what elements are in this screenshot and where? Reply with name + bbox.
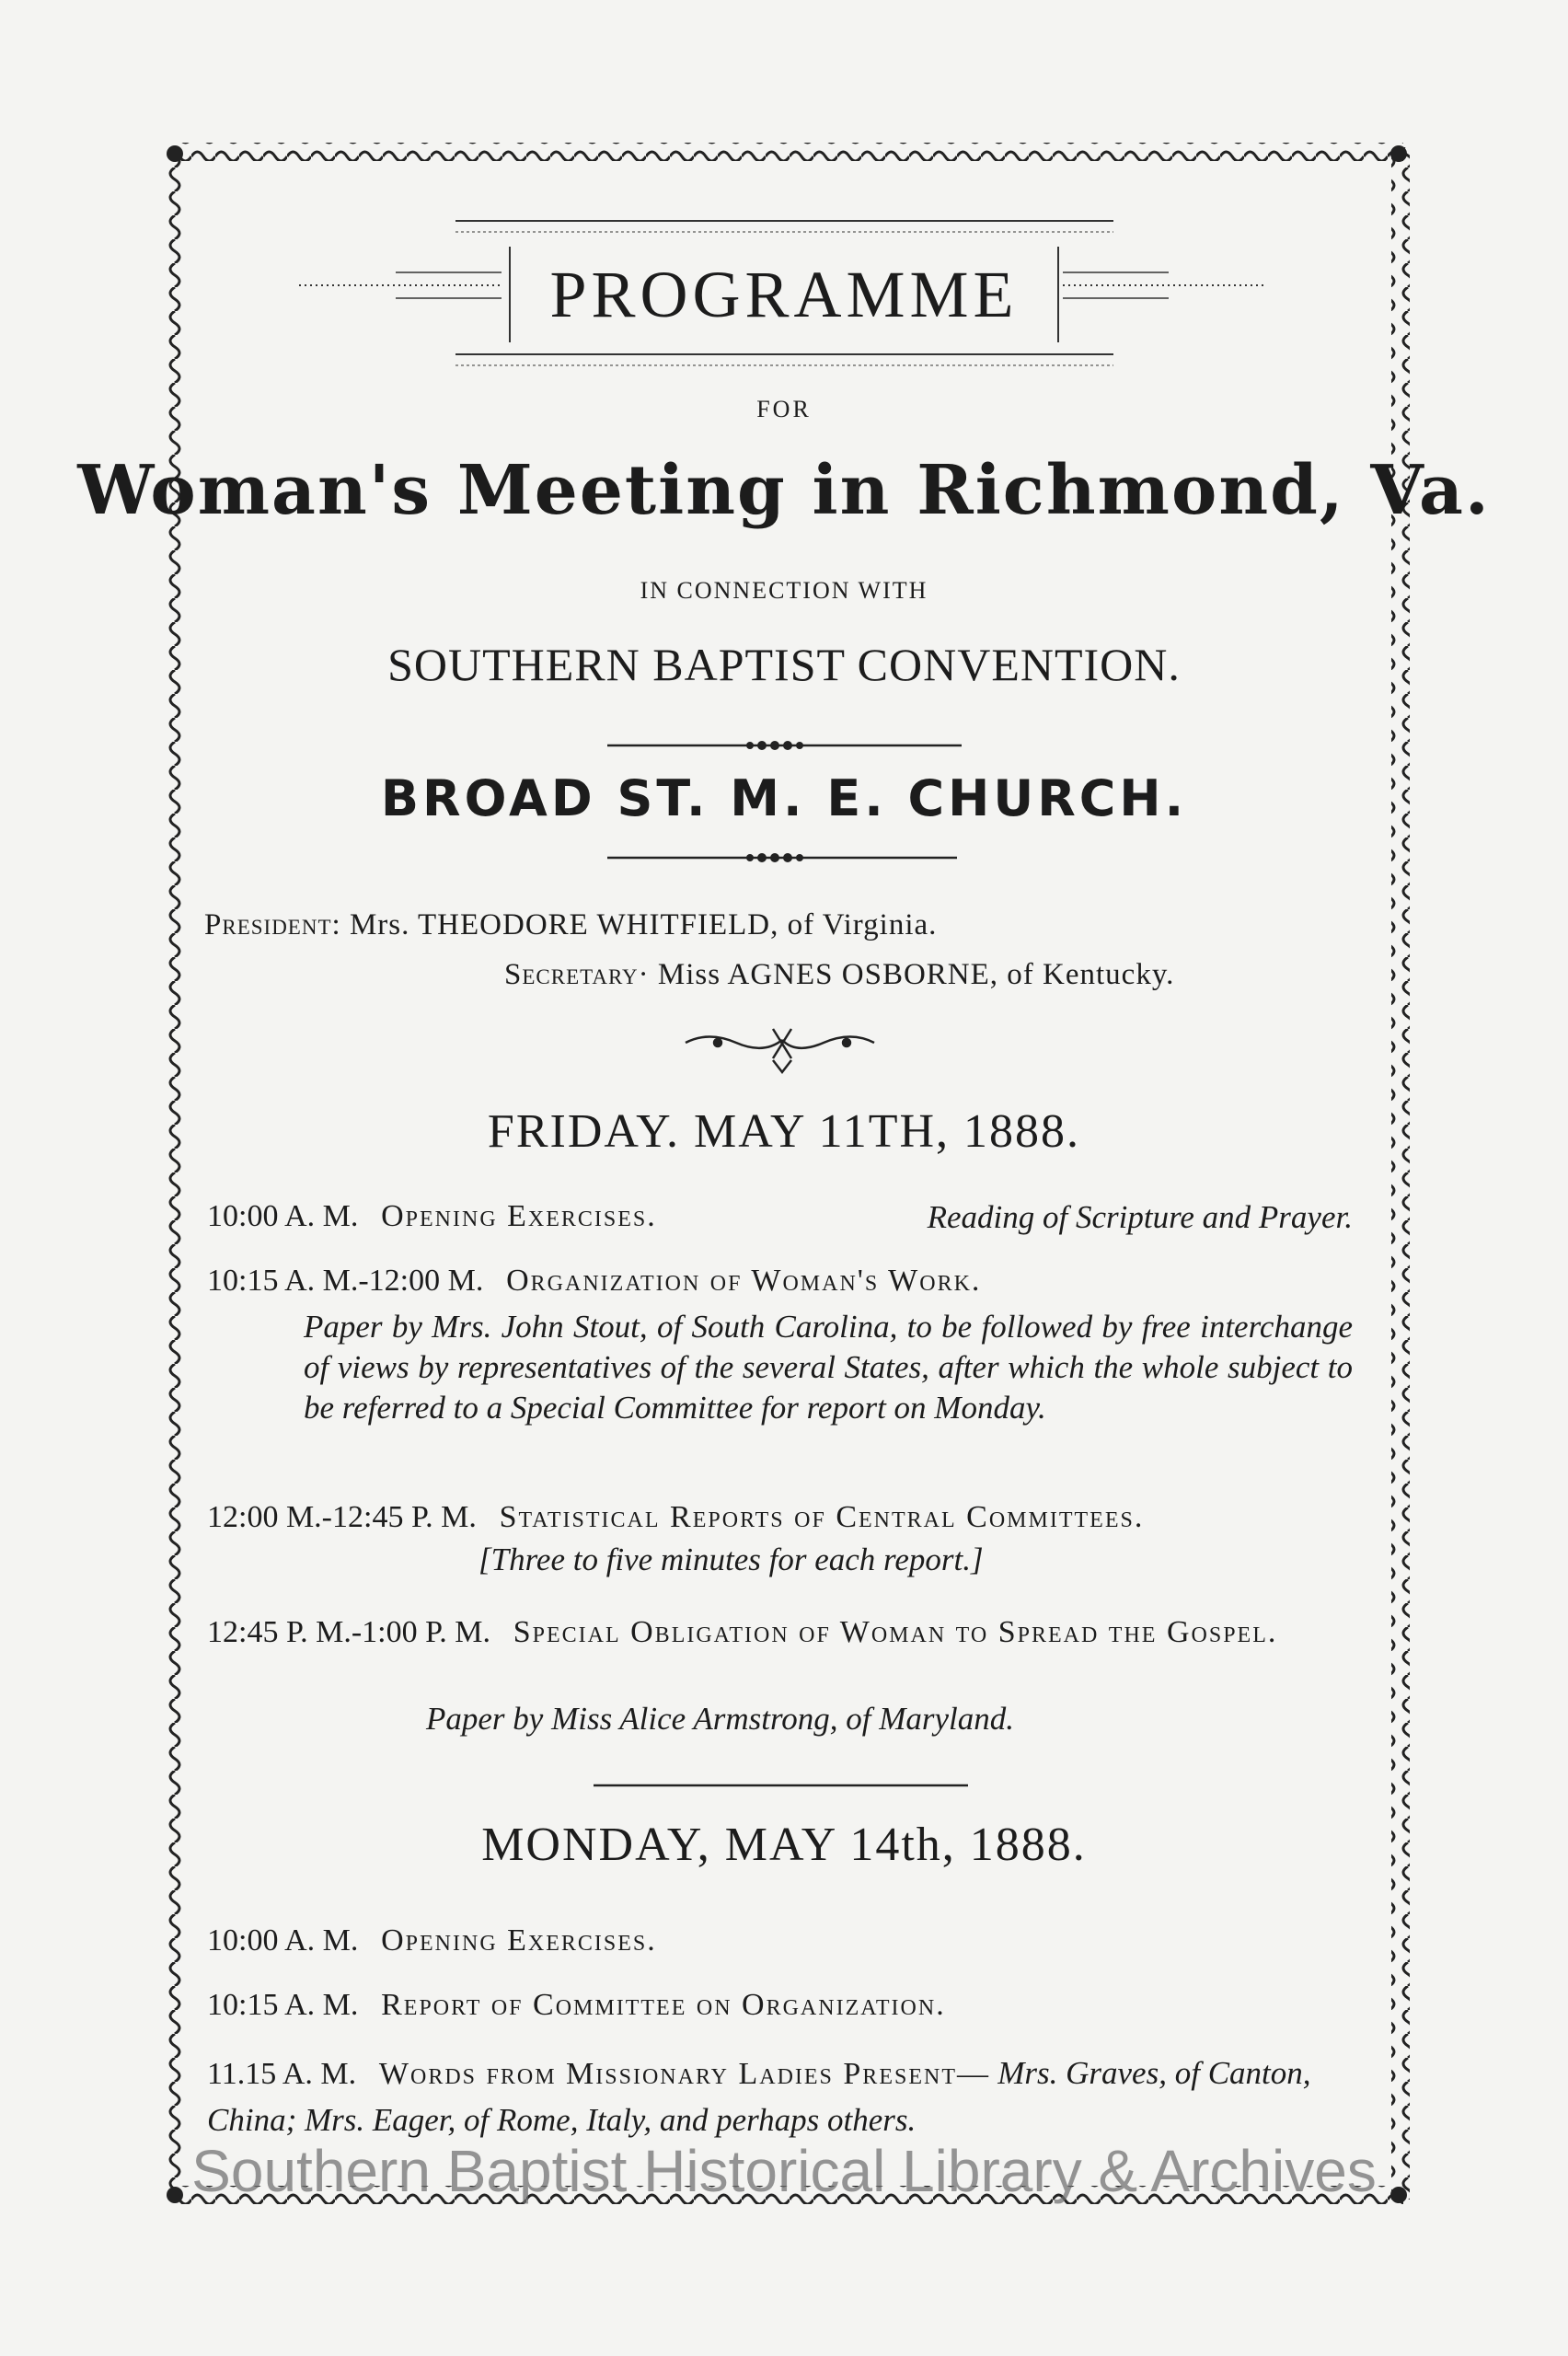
list-item — [207, 1988, 1353, 2023]
item-time: 12:45 P. M.-1:00 P. M. — [207, 1615, 490, 1649]
event-title: Woman's Meeting in Richmond, Va. — [77, 451, 1491, 530]
item-title: Words from Missionary Ladies Present— — [378, 2057, 990, 2091]
item-detail: Mrs. Graves, of Canton, China; Mrs. Eager, of Rome, Italy, and perhaps others. — [207, 2055, 1311, 2138]
item-time: 10:00 A. M. — [207, 1923, 359, 1958]
item-time: 12:00 M.-12:45 P. M. — [207, 1500, 477, 1534]
friday-heading: FRIDAY. MAY 11TH, 1888. — [487, 1105, 1081, 1158]
item-detail: [Three to five minutes for each report.] — [478, 1542, 984, 1577]
archive-watermark: Southern Baptist Historical Library & Archives — [191, 2138, 1377, 2204]
president-label: President: — [204, 908, 341, 941]
item-detail: Reading of Scripture and Prayer. — [927, 1199, 1353, 1235]
connection-label: IN CONNECTION WITH — [640, 577, 928, 604]
item-time: 10:15 A. M. — [207, 1988, 359, 2022]
monday-heading: MONDAY, MAY 14th, 1888. — [481, 1819, 1087, 1871]
item-title: Opening Exercises. — [381, 1199, 657, 1233]
for-label: FOR — [756, 396, 812, 422]
item-detail: Paper by Mrs. John Stout, of South Carolina, to be followed by free interchange of views by representatives of the several States, after which the whole subject to be referred to a Special Committee for report on Monday. — [304, 1309, 1353, 1426]
item-time: 10:00 A. M. — [207, 1199, 359, 1233]
programme-title: PROGRAMME — [509, 247, 1059, 342]
list-item — [207, 1923, 1353, 1958]
convention-name: SOUTHERN BAPTIST CONVENTION. — [387, 639, 1181, 690]
secretary-name: Miss AGNES OSBORNE, of Kentucky. — [657, 958, 1175, 991]
list-item — [207, 1199, 1353, 1236]
secretary-label: Secretary· — [504, 958, 650, 991]
president-line — [204, 908, 937, 942]
list-item — [207, 1500, 1353, 1535]
secretary-line — [504, 958, 1174, 992]
list-item — [207, 1610, 1353, 1656]
item-title: Report of Committee on Organization. — [381, 1988, 946, 2022]
item-title: Opening Exercises. — [381, 1923, 657, 1958]
president-name: Mrs. THEODORE WHITFIELD, of Virginia. — [349, 908, 938, 941]
item-detail: Paper by Miss Alice Armstrong, of Maryland. — [426, 1701, 1015, 1737]
item-time: 11.15 A. M. — [207, 2057, 357, 2091]
fleuron-divider — [686, 1029, 874, 1072]
item-time: 10:15 A. M.-12:00 M. — [207, 1264, 484, 1298]
item-title: Special Obligation of Woman to Spread the Gospel. — [513, 1615, 1278, 1649]
item-title: Statistical Reports of Central Committees. — [499, 1500, 1145, 1534]
venue: BROAD ST. M. E. CHURCH. — [380, 769, 1188, 827]
item-title: Organization of Woman's Work. — [506, 1264, 982, 1298]
list-item — [207, 2050, 1353, 2144]
list-item — [207, 1264, 1353, 1299]
